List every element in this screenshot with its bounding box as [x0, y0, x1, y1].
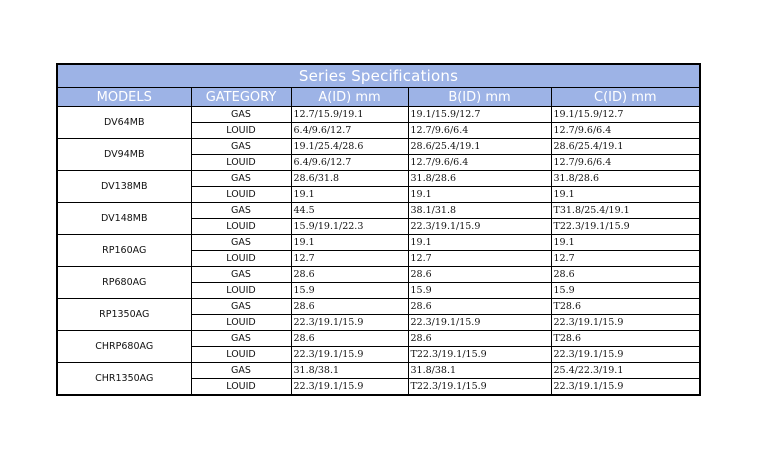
- b-value-cell: 12.7: [408, 251, 551, 267]
- category-cell: LOUID: [191, 283, 291, 299]
- b-value-cell: 19.1: [408, 235, 551, 251]
- a-value-cell: 15.9: [291, 283, 408, 299]
- a-value-cell: 44.5: [291, 203, 408, 219]
- c-value-cell: T31.8/25.4/19.1: [551, 203, 700, 219]
- category-cell: GAS: [191, 139, 291, 155]
- table-row: [57, 267, 700, 283]
- series-specifications-table: [56, 63, 701, 396]
- b-value-cell: 22.3/19.1/15.9: [408, 219, 551, 235]
- header-c-id: C(ID) mm: [551, 88, 700, 107]
- c-value-cell: 22.3/19.1/15.9: [551, 379, 700, 396]
- category-cell: GAS: [191, 331, 291, 347]
- c-value-cell: 19.1: [551, 235, 700, 251]
- b-value-cell: 28.6: [408, 299, 551, 315]
- c-value-cell: 25.4/22.3/19.1: [551, 363, 700, 379]
- model-name: RP1350AG: [57, 299, 191, 331]
- a-value-cell: 28.6: [291, 299, 408, 315]
- c-value-cell: T22.3/19.1/15.9: [551, 219, 700, 235]
- category-cell: GAS: [191, 171, 291, 187]
- table-row: [57, 299, 700, 315]
- table-row: [57, 331, 700, 347]
- model-name: CHR1350AG: [57, 363, 191, 396]
- c-value-cell: 12.7: [551, 251, 700, 267]
- model-name: DV148MB: [57, 203, 191, 235]
- model-name: DV94MB: [57, 139, 191, 171]
- b-value-cell: T22.3/19.1/15.9: [408, 347, 551, 363]
- category-cell: GAS: [191, 299, 291, 315]
- header-category: GATEGORY: [191, 88, 291, 107]
- b-value-cell: 28.6: [408, 267, 551, 283]
- model-name: RP680AG: [57, 267, 191, 299]
- title-row: [57, 64, 700, 88]
- b-value-cell: 22.3/19.1/15.9: [408, 315, 551, 331]
- b-value-cell: 38.1/31.8: [408, 203, 551, 219]
- a-value-cell: 15.9/19.1/22.3: [291, 219, 408, 235]
- c-value-cell: 22.3/19.1/15.9: [551, 315, 700, 331]
- category-cell: GAS: [191, 107, 291, 123]
- c-value-cell: 15.9: [551, 283, 700, 299]
- model-name: DV138MB: [57, 171, 191, 203]
- header-b-id: B(ID) mm: [408, 88, 551, 107]
- category-cell: GAS: [191, 363, 291, 379]
- category-cell: GAS: [191, 267, 291, 283]
- b-value-cell: 12.7/9.6/6.4: [408, 123, 551, 139]
- a-value-cell: 31.8/38.1: [291, 363, 408, 379]
- b-value-cell: 31.8/28.6: [408, 171, 551, 187]
- c-value-cell: T28.6: [551, 299, 700, 315]
- model-name: RP160AG: [57, 235, 191, 267]
- c-value-cell: 19.1: [551, 187, 700, 203]
- category-cell: LOUID: [191, 379, 291, 396]
- a-value-cell: 12.7: [291, 251, 408, 267]
- category-cell: GAS: [191, 235, 291, 251]
- c-value-cell: 22.3/19.1/15.9: [551, 347, 700, 363]
- a-value-cell: 19.1/25.4/28.6: [291, 139, 408, 155]
- header-models: MODELS: [57, 88, 191, 107]
- a-value-cell: 19.1: [291, 235, 408, 251]
- table-body: [57, 107, 700, 396]
- a-value-cell: 22.3/19.1/15.9: [291, 347, 408, 363]
- c-value-cell: 19.1/15.9/12.7: [551, 107, 700, 123]
- b-value-cell: 31.8/38.1: [408, 363, 551, 379]
- category-cell: LOUID: [191, 219, 291, 235]
- a-value-cell: 19.1: [291, 187, 408, 203]
- category-cell: LOUID: [191, 187, 291, 203]
- table-row: [57, 139, 700, 155]
- b-value-cell: 15.9: [408, 283, 551, 299]
- c-value-cell: 31.8/28.6: [551, 171, 700, 187]
- a-value-cell: 28.6: [291, 331, 408, 347]
- c-value-cell: 28.6: [551, 267, 700, 283]
- b-value-cell: 28.6/25.4/19.1: [408, 139, 551, 155]
- table-title: Series Specifications: [57, 64, 700, 88]
- model-name: CHRP680AG: [57, 331, 191, 363]
- table-row: [57, 107, 700, 123]
- a-value-cell: 6.4/9.6/12.7: [291, 123, 408, 139]
- category-cell: LOUID: [191, 251, 291, 267]
- table-row: [57, 235, 700, 251]
- category-cell: GAS: [191, 203, 291, 219]
- a-value-cell: 28.6: [291, 267, 408, 283]
- b-value-cell: 12.7/9.6/6.4: [408, 155, 551, 171]
- b-value-cell: 19.1: [408, 187, 551, 203]
- header-a-id: A(ID) mm: [291, 88, 408, 107]
- a-value-cell: 22.3/19.1/15.9: [291, 315, 408, 331]
- category-cell: LOUID: [191, 155, 291, 171]
- b-value-cell: 19.1/15.9/12.7: [408, 107, 551, 123]
- a-value-cell: 22.3/19.1/15.9: [291, 379, 408, 396]
- header-row: [57, 88, 700, 107]
- spec-table-container: [56, 63, 699, 396]
- category-cell: LOUID: [191, 347, 291, 363]
- model-name: DV64MB: [57, 107, 191, 139]
- c-value-cell: 12.7/9.6/6.4: [551, 155, 700, 171]
- a-value-cell: 12.7/15.9/19.1: [291, 107, 408, 123]
- c-value-cell: 12.7/9.6/6.4: [551, 123, 700, 139]
- c-value-cell: 28.6/25.4/19.1: [551, 139, 700, 155]
- category-cell: LOUID: [191, 123, 291, 139]
- a-value-cell: 28.6/31.8: [291, 171, 408, 187]
- table-row: [57, 171, 700, 187]
- category-cell: LOUID: [191, 315, 291, 331]
- b-value-cell: T22.3/19.1/15.9: [408, 379, 551, 396]
- c-value-cell: T28.6: [551, 331, 700, 347]
- a-value-cell: 6.4/9.6/12.7: [291, 155, 408, 171]
- table-row: [57, 203, 700, 219]
- b-value-cell: 28.6: [408, 331, 551, 347]
- table-row: [57, 363, 700, 379]
